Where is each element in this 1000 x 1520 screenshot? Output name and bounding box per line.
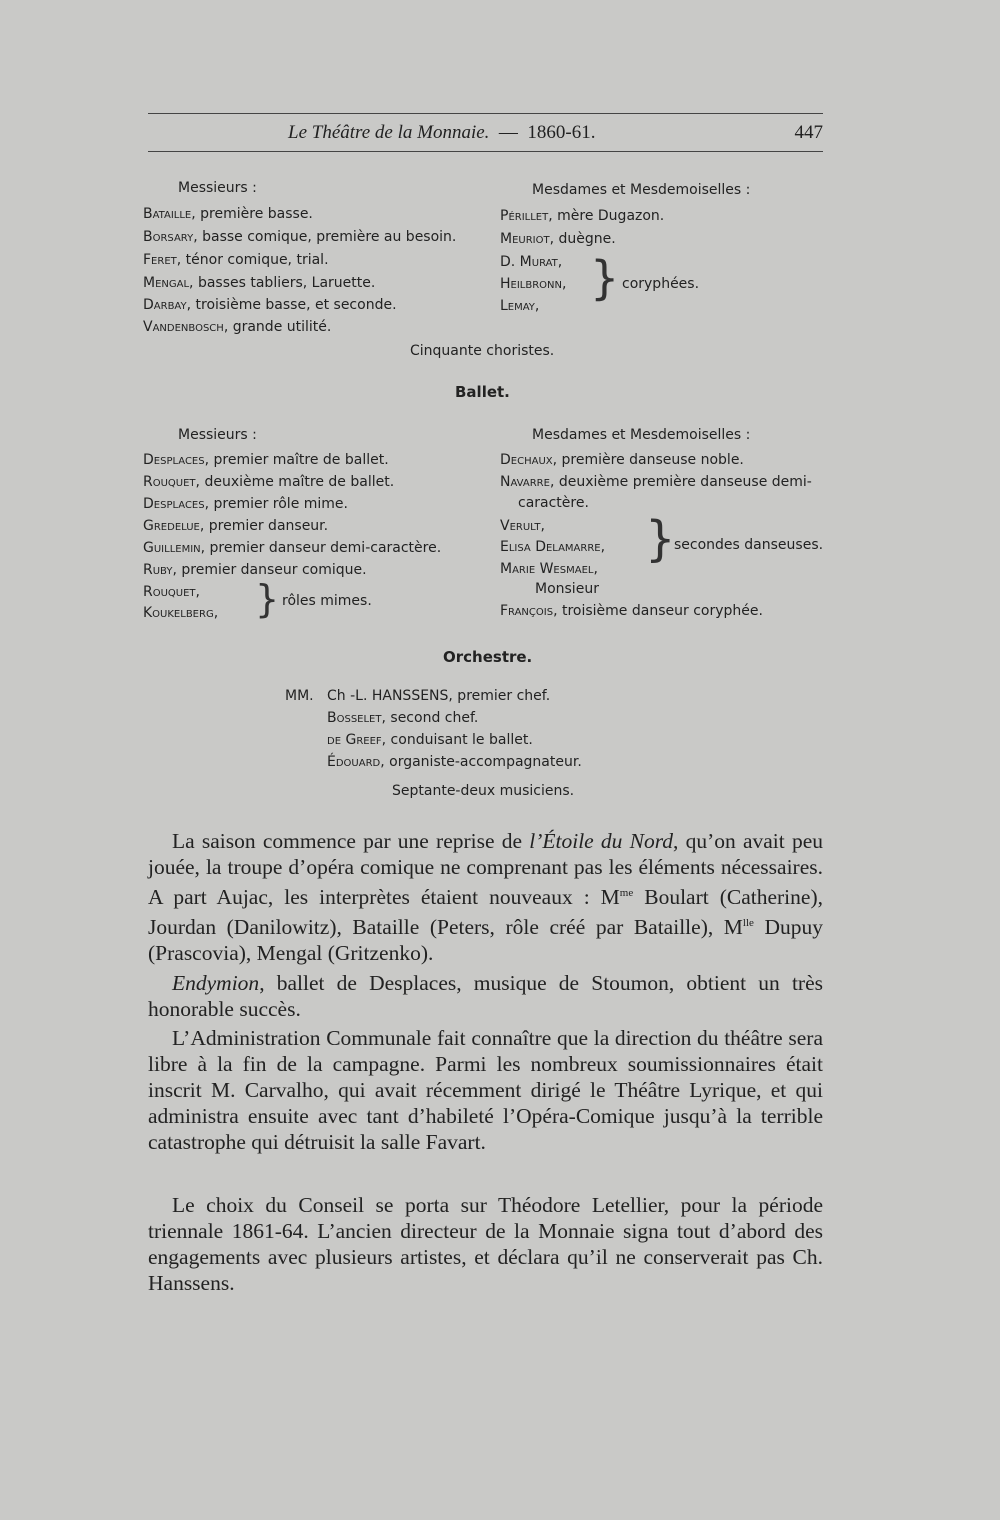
list-item: Feret, ténor comique, trial.	[143, 252, 329, 268]
list-item: François, troisième danseur coryphée.	[500, 603, 763, 619]
page-number: 447	[794, 122, 823, 143]
ballet-men-group-label: rôles mimes.	[282, 593, 372, 609]
list-item: Elisa Delamarre,	[500, 539, 606, 555]
company-men-heading: Messieurs :	[178, 180, 257, 196]
list-item: Édouard, organiste-accompagnateur.	[327, 754, 582, 770]
list-item: Lemay,	[500, 298, 540, 314]
paragraph: Endymion, ballet de Desplaces, musique de Stoumon, obtient un très honorable succès.	[148, 971, 823, 1021]
list-item: Ruby, premier danseur comique.	[143, 562, 367, 578]
header-bottom-rule	[148, 151, 823, 152]
list-item: Heilbronn,	[500, 276, 567, 292]
ballet-monsieur-heading: Monsieur	[535, 581, 599, 597]
list-item: caractère.	[518, 495, 589, 511]
list-item: Desplaces, premier maître de ballet.	[143, 452, 389, 468]
ballet-women-heading: Mesdames et Mesdemoiselles :	[532, 427, 751, 443]
list-item: Périllet, mère Dugazon.	[500, 208, 665, 224]
paragraph: Le choix du Conseil se porta sur Théodore Letellier, pour la période triennale 1861-64. L’ancien directeur de la Monnaie signa tout d’abord des engagements avec plusieurs artistes, et déclara qu’il ne conserverait pas Ch. Hanssens.	[148, 1193, 823, 1295]
list-item: Marie Wesmael,	[500, 561, 598, 577]
ballet-men-heading: Messieurs :	[178, 427, 257, 443]
list-item: Borsary, basse comique, première au besoin.	[143, 229, 457, 245]
header-top-rule	[148, 113, 823, 114]
list-item: Koukelberg,	[143, 605, 219, 621]
paragraph: La saison commence par une reprise de l’Étoile du Nord, qu’on avait peu jouée, la troupe d’opéra comique ne comprenant pas les éléments nécessaires. A part Aujac, les interprètes étaient nouveaux : $M^{me}$ Boulart (Catherine), Jourdan (Danilowitz), Bataille (Peters, rôle créé par Bataille), $M^{lle}$ Dupuy (Prascovia), Mengal (Gritzenko).	[148, 829, 823, 966]
running-title: Le Théâtre de la Monnaie. — 1860-61.	[288, 122, 596, 143]
list-item: Navarre, deuxième première danseuse demi-	[500, 474, 812, 490]
list-item: Bosselet, second chef.	[327, 710, 479, 726]
list-item: Mengal, basses tabliers, Laruette.	[143, 275, 376, 291]
orchestra-total: Septante-deux musiciens.	[392, 783, 575, 799]
list-item: de Greef, conduisant le ballet.	[327, 732, 533, 748]
list-item: Rouquet, deuxième maître de ballet.	[143, 474, 395, 490]
brace-icon: }	[590, 251, 620, 305]
company-women-heading: Mesdames et Mesdemoiselles :	[532, 182, 751, 198]
paragraph: L’Administration Communale fait connaître que la direction du théâtre sera libre à la fin de la campagne. Parmi les nombreux soumissionnaires était inscrit M. Carvalho, qui avait récemment dirigé le Théâtre Lyrique, et qui administra ensuite avec tant d’habileté l’Opéra-Comique jusqu’à la terrible catastrophe qui détruisit la salle Favart.	[148, 1026, 823, 1154]
brace-icon: }	[255, 577, 280, 621]
list-item: Rouquet,	[143, 584, 200, 600]
list-item: Gredelue, premier danseur.	[143, 518, 329, 534]
list-item: Ch -L. HANSSENS, premier chef.	[327, 688, 551, 704]
orchestra-heading: Orchestre.	[443, 648, 533, 666]
list-item: Bataille, première basse.	[143, 206, 313, 222]
list-item: Meuriot, duègne.	[500, 231, 616, 247]
ballet-women-group-label: secondes danseuses.	[674, 537, 824, 553]
list-item: Darbay, troisième basse, et seconde.	[143, 297, 397, 313]
list-item: Verult,	[500, 518, 545, 534]
company-women-group-label: coryphées.	[622, 276, 700, 292]
running-header	[148, 120, 823, 148]
list-item: D. Murat,	[500, 254, 563, 270]
list-item: Vandenbosch, grande utilité.	[143, 319, 332, 335]
list-item: Desplaces, premier rôle mime.	[143, 496, 348, 512]
chorus-line: Cinquante choristes.	[410, 343, 555, 359]
orchestra-prefix: MM.	[285, 688, 314, 704]
ballet-heading: Ballet.	[455, 383, 510, 401]
list-item: Guillemin, premier danseur demi-caractère.	[143, 540, 442, 556]
brace-icon: }	[645, 511, 676, 567]
list-item: Dechaux, première danseuse noble.	[500, 452, 744, 468]
